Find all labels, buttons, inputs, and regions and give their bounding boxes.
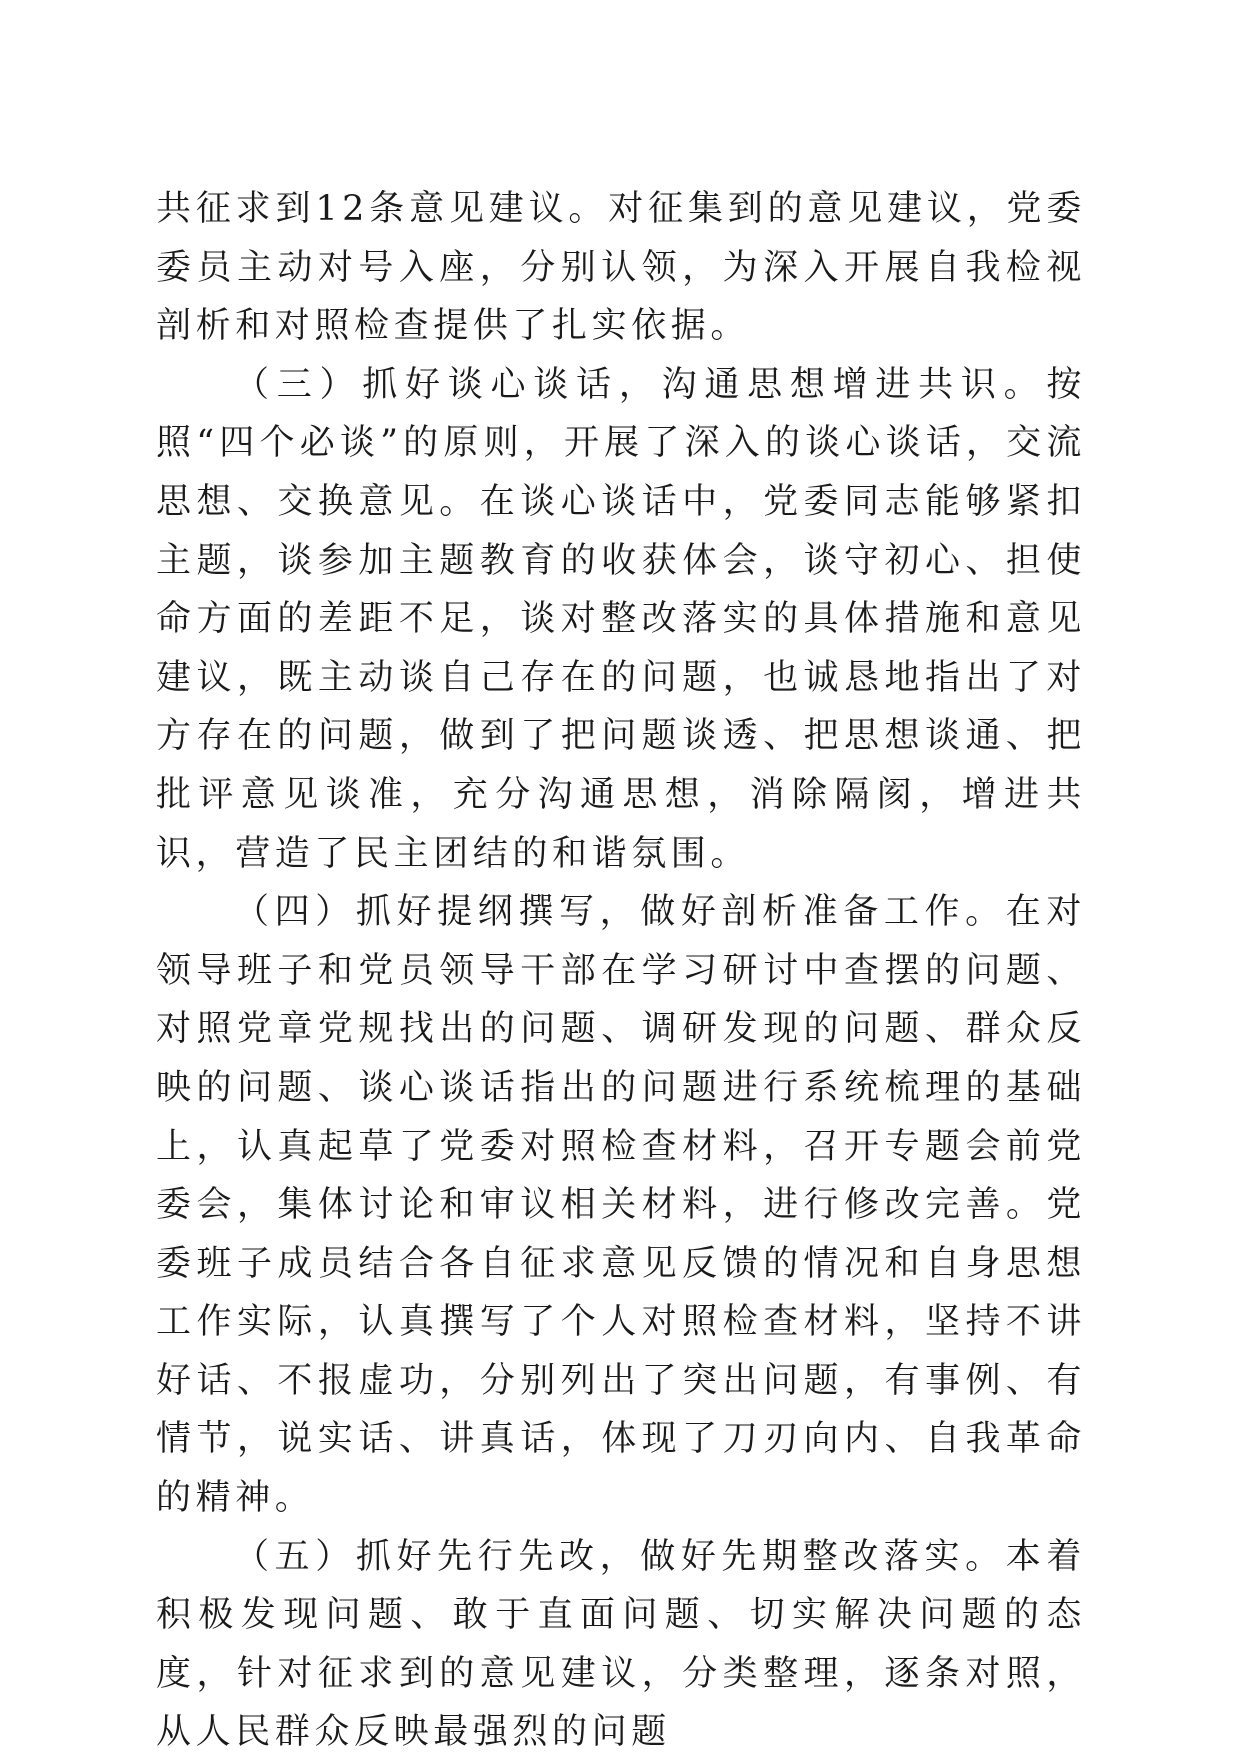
paragraph-section-4: （四）抓好提纲撰写，做好剖析准备工作。在对领导班子和党员领导干部在学习研讨中查摆的问题、对照党章党规找出的问题、调研发现的问题、群众反映的问题、谈心谈话指出的问题进行系统梳理的基础上，认真起草了党委对照检查材料，召开专题会前党委会，集体讨论和审议相关材料，进行修改完善。党委班子成员结合各自征求意见反馈的情况和自身思想工作实际，认真撰写了个人对照检查材料，坚持不讲好话、不报虚功，分别列出了突出问题，有事例、有情节，说实话、讲真话，体现了刀刃向内、自我革命的精神。 — [156, 892, 1086, 1519]
paragraph-section-3: （三）抓好谈心谈话，沟通思想增进共识。按照“四个必谈”的原则，开展了深入的谈心谈话，交流思想、交换意见。在谈心谈话中，党委同志能够紧扣主题，谈参加主题教育的收获体会，谈守初心、担使命方面的差距不足，谈对整改落实的具体措施和意见建议，既主动谈自己存在的问题，也诚恳地指出了对方存在的问题，做到了把问题谈透、把思想谈通、把批评意见谈准，充分沟通思想，消除隔阂，增进共识，营造了民主团结的和谐氛围。 — [156, 364, 1086, 874]
paragraph-continuation: 共征求到12条意见建议。对征集到的意见建议，党委委员主动对号入座，分别认领，为深入开展自我检视剖析和对照检查提供了扎实依据。 — [156, 189, 1086, 347]
paragraph-section-5: （五）抓好先行先改，做好先期整改落实。本着积极发现问题、敢于直面问题、切实解决问题的态度，针对征求到的意见建议，分类整理，逐条对照，从人民群众反映最强烈的问题 — [156, 1536, 1086, 1753]
document-body — [156, 180, 1086, 1762]
